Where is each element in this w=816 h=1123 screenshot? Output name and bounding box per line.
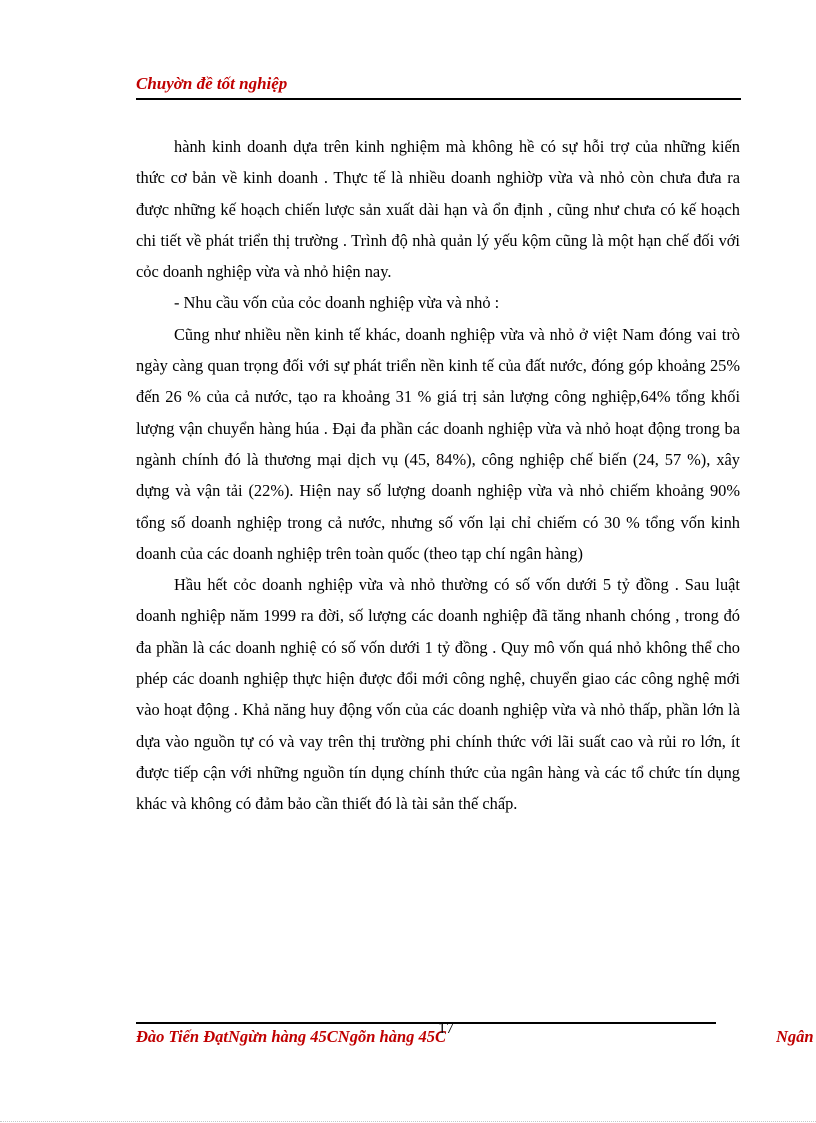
- paragraph-3: Cũng như nhiều nền kinh tế khác, doanh nghiệp vừa và nhỏ ở việt Nam đóng vai trò ngày càng quan trọng đối với sự phát triển nền kinh tế của đất nước, đóng góp khoảng 25% đến 26 % của cả nước, tạo ra khoảng 31 % giá trị sản lượng công nghiệp,64% tổng khối lượng vận chuyển hàng húa . Đại đa phần các doanh nghiệp vừa và nhỏ hoạt động trong ba ngành chính đó là thương mại dịch vụ (45, 84%), công nghiệp chế biến (24, 57 %), xây dựng và vận tải (22%). Hiện nay số lượng doanh nghiệp vừa và nhỏ chiếm khoảng 90% tổng số doanh nghiệp trong cả nước, nhưng số vốn lại chỉ chiếm có 30 % tổng vốn kinh doanh của các doanh nghiệp trên toàn quốc (theo tạp chí ngân hàng): [136, 324, 740, 563]
- footer-right-fragment: Ngân: [776, 1027, 814, 1046]
- header-rule: [136, 98, 741, 100]
- page-number: 17: [438, 1020, 454, 1037]
- footer-author: Đào Tiến ĐạtNgừn hàng 45CNgõn hàng 45C: [136, 1027, 447, 1046]
- header-title: Chuyờn đề tốt nghiệp: [136, 74, 288, 93]
- paragraph-2-subheading: - Nhu cầu vốn của cỏc doanh nghiệp vừa và nhỏ :: [174, 293, 500, 313]
- body-text: [136, 131, 740, 820]
- footer-rule: [136, 1022, 716, 1024]
- paragraph-4: Hầu hết cỏc doanh nghiệp vừa và nhỏ thường có số vốn dưới 5 tỷ đồng . Sau luật doanh nghiệp năm 1999 ra đời, số lượng các doanh nghiệp đã tăng nhanh chóng , trong đó đa phần là các doanh nghiệ có số vốn dưới 1 tỷ đồng . Quy mô vốn quá nhỏ không thể cho phép các doanh nghiệp thực hiện được đổi mới công nghệ, chuyển giao các công nghệ mới vào hoạt động . Khả năng huy động vốn của các doanh nghiệp vừa và nhỏ thấp, phần lớn là dựa vào nguồn tự có và vay trên thị trường phi chính thức với lãi suất cao và rủi ro lớn, ít được tiếp cận với những nguồn tín dụng chính thức của ngân hàng và các tổ chức tín dụng khác và không có đảm bảo cần thiết đó là tài sản thế chấp.: [136, 575, 740, 814]
- paragraph-1: hành kinh doanh dựa trên kinh nghiệm mà không hề có sự hỗi trợ của những kiến thức cơ bản về kinh doanh . Thực tế là nhiều doanh nghiờp vừa và nhỏ còn chưa đưa ra được những kế hoạch chiến lược sản xuất dài hạn và ổn định , cũng như chưa có kế hoạch chi tiết về phát triển thị trường . Trình độ nhà quản lý yếu kộm cũng là một hạn chế đối với cỏc doanh nghiệp vừa và nhỏ hiện nay.: [136, 137, 740, 282]
- page-bottom-border: [0, 1121, 816, 1122]
